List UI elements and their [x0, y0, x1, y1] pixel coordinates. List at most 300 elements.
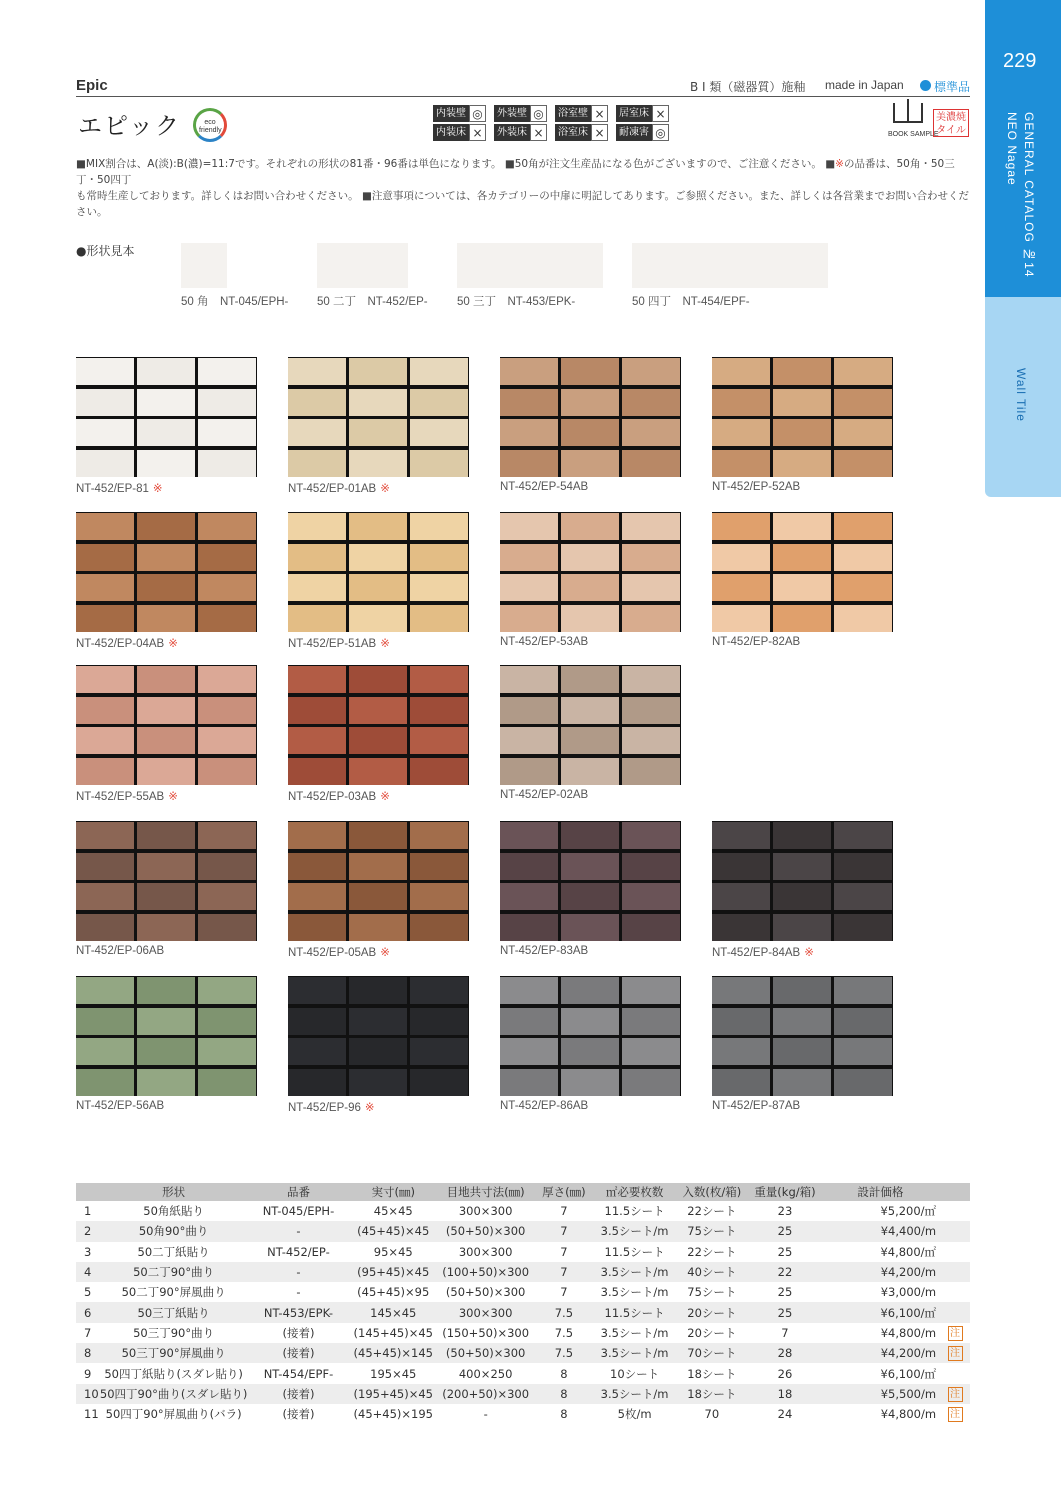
tile-row — [500, 450, 681, 477]
tile-brick — [288, 853, 346, 880]
cell-joint: 300×300 — [458, 1244, 513, 1259]
tile-brick — [622, 1008, 680, 1035]
tile-code: NT-452/EP-04AB — [76, 638, 165, 650]
tile-brick — [410, 1008, 468, 1035]
tile-mark: ※ — [364, 1102, 375, 1114]
tile-brick — [773, 574, 831, 601]
tile-brick — [773, 822, 831, 849]
tile-brick — [137, 419, 195, 446]
tile-brick — [76, 1038, 134, 1065]
note-badge: 注 — [948, 1326, 963, 1341]
tile-brick — [137, 727, 195, 754]
tile-row — [500, 853, 681, 880]
shape-label: 50 角 NT-045/EPH- — [181, 296, 289, 308]
cell-joint: (100+50)×300 — [438, 1262, 533, 1282]
tile-brick — [288, 758, 346, 785]
cell-req: 5枚/m — [617, 1407, 652, 1422]
tile-brick — [349, 358, 407, 385]
shape-label: 50 二丁 NT-452/EP- — [317, 296, 428, 308]
cell-code: NT-045/EPH- — [262, 1204, 335, 1219]
tile-brick — [712, 822, 770, 849]
cell-shape: 50三丁90°屏風曲り — [99, 1343, 249, 1363]
cell-price: ¥4,400/m — [821, 1221, 940, 1241]
cell-shape: 50四丁90°曲り(スダレ貼り) — [99, 1384, 249, 1404]
tile-code-label — [500, 945, 592, 957]
tile-row — [500, 666, 681, 693]
cell-code: NT-453/EPK- — [249, 1302, 349, 1322]
cell-req: 3.5シート/m — [595, 1343, 675, 1363]
tile-brick — [410, 758, 468, 785]
tile-brick — [773, 513, 831, 540]
tile-brick — [137, 1008, 195, 1035]
col-header-weight: 重量(kg/箱) — [749, 1183, 820, 1201]
tile-row — [76, 450, 257, 477]
tile-swatch[interactable] — [76, 821, 257, 941]
tile-swatch[interactable] — [712, 976, 893, 1096]
tile-brick — [137, 544, 195, 571]
table-row — [76, 1282, 970, 1302]
tile-brick — [561, 1038, 619, 1065]
tile-brick — [288, 358, 346, 385]
cell-weight: 22 — [749, 1262, 820, 1282]
tile-brick — [76, 883, 134, 910]
tile-swatch[interactable] — [500, 976, 681, 1096]
tile-code: NT-452/EP-06AB — [76, 945, 165, 957]
tile-brick — [622, 977, 680, 1004]
tile-brick — [349, 513, 407, 540]
cell-price: ¥4,800/㎡ — [880, 1244, 937, 1259]
cell-qty: 18シート — [675, 1384, 750, 1404]
tile-row — [76, 513, 257, 540]
tile-brick — [410, 1038, 468, 1065]
tile-brick — [76, 822, 134, 849]
tile-brick — [410, 574, 468, 601]
cell-req: 3.5シート/m — [595, 1221, 675, 1241]
tile-brick — [622, 544, 680, 571]
cell-size: (95+45)×45 — [348, 1262, 438, 1282]
tile-swatch[interactable] — [500, 665, 681, 785]
tile-brick — [834, 1038, 892, 1065]
usage-mark: × — [469, 124, 486, 141]
tile-brick — [198, 450, 256, 477]
tile-code-label — [76, 636, 178, 650]
tile-mark: ※ — [380, 483, 390, 495]
tile-row — [288, 450, 469, 477]
tile-row — [712, 1069, 893, 1096]
tile-row — [76, 544, 257, 571]
tile-brick — [561, 574, 619, 601]
cell-size: 95×45 — [373, 1244, 413, 1259]
tile-code: NT-452/EP-01AB — [288, 483, 377, 495]
tile-mark: ※ — [380, 791, 390, 803]
tile-code: NT-452/EP-03AB — [288, 791, 377, 803]
tile-brick — [834, 853, 892, 880]
table-row — [76, 1262, 970, 1282]
tile-row — [712, 358, 893, 385]
table-row — [76, 1221, 970, 1241]
tile-brick — [834, 419, 892, 446]
tile-mark: ※ — [380, 947, 390, 959]
tile-brick — [76, 914, 134, 941]
tile-code-label — [712, 945, 814, 959]
col-header-note — [940, 1183, 970, 1201]
cell-weight: 25 — [749, 1221, 820, 1241]
tile-row — [76, 758, 257, 785]
tile-row — [500, 914, 681, 941]
tile-row — [76, 853, 257, 880]
note-badge: 注 — [948, 1407, 963, 1422]
tile-brick — [76, 358, 134, 385]
tile-row — [500, 1008, 681, 1035]
tile-code-label — [500, 636, 592, 648]
tile-swatch[interactable] — [288, 512, 469, 632]
tile-row — [712, 1008, 893, 1035]
cell-qty: 70シート — [675, 1343, 750, 1363]
tile-row — [76, 883, 257, 910]
tile-brick — [288, 574, 346, 601]
cell-req: 11.5シート — [604, 1204, 665, 1219]
tile-brick — [622, 605, 680, 632]
cell-note — [940, 1384, 970, 1404]
tile-swatch[interactable] — [76, 976, 257, 1096]
cell-thick: 7.5 — [554, 1325, 574, 1340]
tile-mark: ※ — [168, 791, 178, 803]
tile-brick — [773, 1038, 831, 1065]
tile-brick — [712, 605, 770, 632]
tile-row — [500, 513, 681, 540]
usage-cell — [494, 124, 547, 141]
cell-code: NT-452/EP- — [267, 1244, 330, 1259]
tile-brick — [349, 574, 407, 601]
tile-code-label — [76, 789, 178, 803]
tile-brick — [834, 544, 892, 571]
tile-brick — [198, 883, 256, 910]
cell-qty: 22シート — [687, 1204, 737, 1219]
tile-swatch[interactable] — [288, 976, 469, 1096]
tile-brick — [410, 822, 468, 849]
tile-brick — [288, 883, 346, 910]
tile-brick — [773, 1069, 831, 1096]
tile-row — [712, 513, 893, 540]
cell-price: ¥4,200/m — [821, 1343, 940, 1363]
tile-brick — [561, 513, 619, 540]
tile-brick — [773, 450, 831, 477]
tile-row — [288, 883, 469, 910]
tile-brick — [834, 450, 892, 477]
tile-row — [288, 977, 469, 1004]
tile-brick — [76, 544, 134, 571]
tile-brick — [834, 513, 892, 540]
tile-brick — [410, 389, 468, 416]
cell-qty: 40シート — [675, 1262, 750, 1282]
tile-brick — [349, 605, 407, 632]
tile-brick — [137, 450, 195, 477]
tile-brick — [349, 1008, 407, 1035]
tile-brick — [712, 853, 770, 880]
tile-code: NT-452/EP-87AB — [712, 1100, 801, 1112]
tile-brick — [349, 419, 407, 446]
cell-thick: 7 — [533, 1262, 595, 1282]
notes-line1-tail: の品番は、50角・50三丁・50四丁 — [76, 158, 955, 186]
tile-brick — [712, 544, 770, 571]
tile-brick — [622, 853, 680, 880]
tile-brick — [137, 822, 195, 849]
tile-brick — [137, 574, 195, 601]
cell-joint: 300×300 — [458, 1204, 513, 1219]
tile-brick — [712, 883, 770, 910]
tile-brick — [410, 605, 468, 632]
cell-price: ¥5,200/㎡ — [880, 1204, 937, 1219]
tile-code-label — [288, 481, 390, 495]
shape-swatch-50kaku — [181, 243, 227, 288]
cell-note — [940, 1363, 970, 1383]
tile-brick — [500, 1008, 558, 1035]
catalog-title: GENERAL CATALOG №14 — [1022, 112, 1036, 278]
tile-brick — [288, 666, 346, 693]
tile-brick — [410, 1069, 468, 1096]
tile-row — [500, 358, 681, 385]
col-header-thickness: 厚さ(㎜) — [533, 1183, 595, 1201]
cell-price: ¥5,500/m — [821, 1384, 940, 1404]
tile-brick — [410, 883, 468, 910]
cell-size: (45+45)×45 — [348, 1221, 438, 1241]
tile-row — [500, 758, 681, 785]
cell-no: 1 — [84, 1204, 92, 1219]
cell-note — [940, 1343, 970, 1363]
cell-code: - — [249, 1262, 349, 1282]
tile-swatch[interactable] — [288, 357, 469, 477]
cell-shape: 50二丁紙貼り — [137, 1244, 210, 1259]
tile-brick — [137, 605, 195, 632]
usage-cell — [433, 124, 486, 141]
tile-row — [288, 358, 469, 385]
tile-row — [76, 389, 257, 416]
tile-brick — [137, 1069, 195, 1096]
tile-swatch[interactable] — [76, 665, 257, 785]
table-header-row — [76, 1183, 970, 1201]
tile-brick — [198, 605, 256, 632]
cell-shape: 50角90°曲り — [99, 1221, 249, 1241]
cell-joint: (150+50)×300 — [442, 1325, 530, 1340]
cell-no: 9 — [84, 1366, 92, 1381]
cell-note — [940, 1242, 970, 1262]
tile-row — [288, 697, 469, 724]
tile-row — [76, 727, 257, 754]
col-header-qty: 入数(枚/箱) — [675, 1183, 750, 1201]
tile-row — [500, 822, 681, 849]
tile-brick — [773, 977, 831, 1004]
cell-note — [940, 1201, 970, 1221]
tile-swatch[interactable] — [500, 357, 681, 477]
tile-swatch[interactable] — [712, 357, 893, 477]
tile-row — [288, 1038, 469, 1065]
tile-brick — [288, 822, 346, 849]
tile-brick — [288, 697, 346, 724]
tile-brick — [198, 666, 256, 693]
tile-brick — [410, 450, 468, 477]
tile-brick — [349, 883, 407, 910]
table-row — [76, 1242, 970, 1262]
tile-brick — [198, 758, 256, 785]
tile-row — [712, 1038, 893, 1065]
tile-swatch[interactable] — [500, 821, 681, 941]
made-in-label: made in Japan — [825, 78, 904, 92]
cell-size: (45+45)×145 — [348, 1343, 438, 1363]
tile-brick — [500, 727, 558, 754]
cell-no: 2 — [76, 1221, 99, 1241]
tile-code-label — [76, 945, 168, 957]
cell-thick: 7 — [560, 1204, 568, 1219]
tile-row — [500, 883, 681, 910]
cell-req: 11.5シート — [595, 1302, 675, 1322]
tile-brick — [773, 853, 831, 880]
cell-thick: 7 — [533, 1221, 595, 1241]
tile-brick — [198, 1008, 256, 1035]
cell-shape: 50三丁90°曲り — [133, 1325, 215, 1340]
tile-brick — [76, 389, 134, 416]
tile-brick — [288, 914, 346, 941]
tile-brick — [500, 697, 558, 724]
usage-label: 内装壁 — [433, 105, 469, 122]
usage-label: 浴室床 — [555, 124, 591, 141]
cell-weight: 23 — [777, 1204, 793, 1219]
tile-brick — [349, 758, 407, 785]
tile-brick — [76, 758, 134, 785]
note-badge: 注 — [948, 1346, 963, 1361]
table-row — [76, 1201, 970, 1221]
tile-brick — [288, 1038, 346, 1065]
cell-code: (接着) — [249, 1343, 349, 1363]
cell-shape: 50四丁90°屏風曲り(バラ) — [105, 1407, 242, 1422]
tile-code-label — [288, 636, 390, 650]
cell-size: (145+45)×45 — [353, 1325, 433, 1340]
tile-brick — [622, 358, 680, 385]
cell-joint: - — [483, 1407, 488, 1422]
mino-tile-badge: 美濃焼タイル — [933, 109, 969, 137]
usage-cell — [433, 105, 486, 122]
tile-code: NT-452/EP-82AB — [712, 636, 801, 648]
cell-weight: 18 — [749, 1384, 820, 1404]
tile-brick — [500, 574, 558, 601]
cell-code: - — [249, 1221, 349, 1241]
tile-brick — [622, 758, 680, 785]
table-row — [76, 1363, 970, 1383]
tile-brick — [834, 914, 892, 941]
tile-row — [712, 419, 893, 446]
tile-code: NT-452/EP-86AB — [500, 1100, 589, 1112]
tile-brick — [773, 419, 831, 446]
tile-brick — [834, 883, 892, 910]
tile-row — [76, 358, 257, 385]
table-row — [76, 1323, 970, 1343]
tile-brick — [198, 914, 256, 941]
tile-row — [500, 419, 681, 446]
tile-row — [288, 419, 469, 446]
tile-brick — [622, 513, 680, 540]
cell-note — [940, 1302, 970, 1322]
series-name-jp: エピック — [78, 112, 182, 140]
tile-brick — [288, 605, 346, 632]
tile-brick — [500, 883, 558, 910]
shape-samples-title: ●形状見本 — [76, 244, 135, 258]
tile-brick — [76, 977, 134, 1004]
cell-no: 5 — [84, 1285, 92, 1300]
tile-brick — [76, 450, 134, 477]
tile-brick — [349, 727, 407, 754]
tile-swatch[interactable] — [76, 512, 257, 632]
tile-brick — [622, 389, 680, 416]
cell-price: ¥6,100/㎡ — [821, 1302, 940, 1322]
tile-swatch[interactable] — [76, 357, 257, 477]
tile-swatch[interactable] — [500, 512, 681, 632]
tile-code: NT-452/EP-81 — [76, 483, 149, 495]
tile-brick — [834, 1069, 892, 1096]
tile-brick — [834, 977, 892, 1004]
tile-brick — [349, 1069, 407, 1096]
cell-weight: 26 — [777, 1366, 793, 1381]
tile-brick — [349, 666, 407, 693]
cell-note — [940, 1323, 970, 1343]
tile-brick — [773, 358, 831, 385]
cell-qty: 22シート — [687, 1244, 737, 1259]
tile-brick — [622, 574, 680, 601]
cell-no: 3 — [84, 1244, 92, 1259]
tile-brick — [137, 977, 195, 1004]
tile-brick — [198, 1038, 256, 1065]
cell-no: 6 — [76, 1302, 99, 1322]
tile-row — [288, 1069, 469, 1096]
tile-brick — [76, 727, 134, 754]
tile-brick — [712, 419, 770, 446]
tile-brick — [561, 605, 619, 632]
tile-row — [712, 574, 893, 601]
tile-row — [288, 727, 469, 754]
tile-brick — [561, 977, 619, 1004]
tile-row — [288, 758, 469, 785]
tile-code: NT-452/EP-84AB — [712, 947, 801, 959]
tile-swatch[interactable] — [288, 821, 469, 941]
tile-brick — [773, 605, 831, 632]
tile-brick — [410, 697, 468, 724]
cell-price: ¥6,100/㎡ — [880, 1366, 937, 1381]
tile-brick — [349, 389, 407, 416]
shape-label: 50 四丁 NT-454/EPF- — [632, 296, 750, 308]
tile-brick — [288, 1008, 346, 1035]
cell-shape: 50二丁90°曲り — [99, 1262, 249, 1282]
tile-row — [500, 574, 681, 601]
tile-brick — [410, 977, 468, 1004]
tile-swatch[interactable] — [712, 821, 893, 941]
tile-brick — [834, 574, 892, 601]
tile-swatch[interactable] — [288, 665, 469, 785]
cell-thick: 8 — [533, 1384, 595, 1404]
tile-brick — [561, 853, 619, 880]
tile-brick — [288, 727, 346, 754]
tile-brick — [561, 450, 619, 477]
tile-swatch[interactable] — [712, 512, 893, 632]
book-sample-label: BOOK SAMPLE — [888, 131, 939, 138]
cell-code: NT-454/EPF- — [263, 1366, 334, 1381]
tile-mark: ※ — [380, 638, 390, 650]
tile-brick — [288, 977, 346, 1004]
cell-weight: 7 — [781, 1325, 789, 1340]
tile-code-label — [712, 636, 804, 648]
tile-brick — [712, 977, 770, 1004]
tile-brick — [561, 544, 619, 571]
tile-row — [76, 419, 257, 446]
tile-row — [712, 977, 893, 1004]
tile-brick — [500, 1038, 558, 1065]
